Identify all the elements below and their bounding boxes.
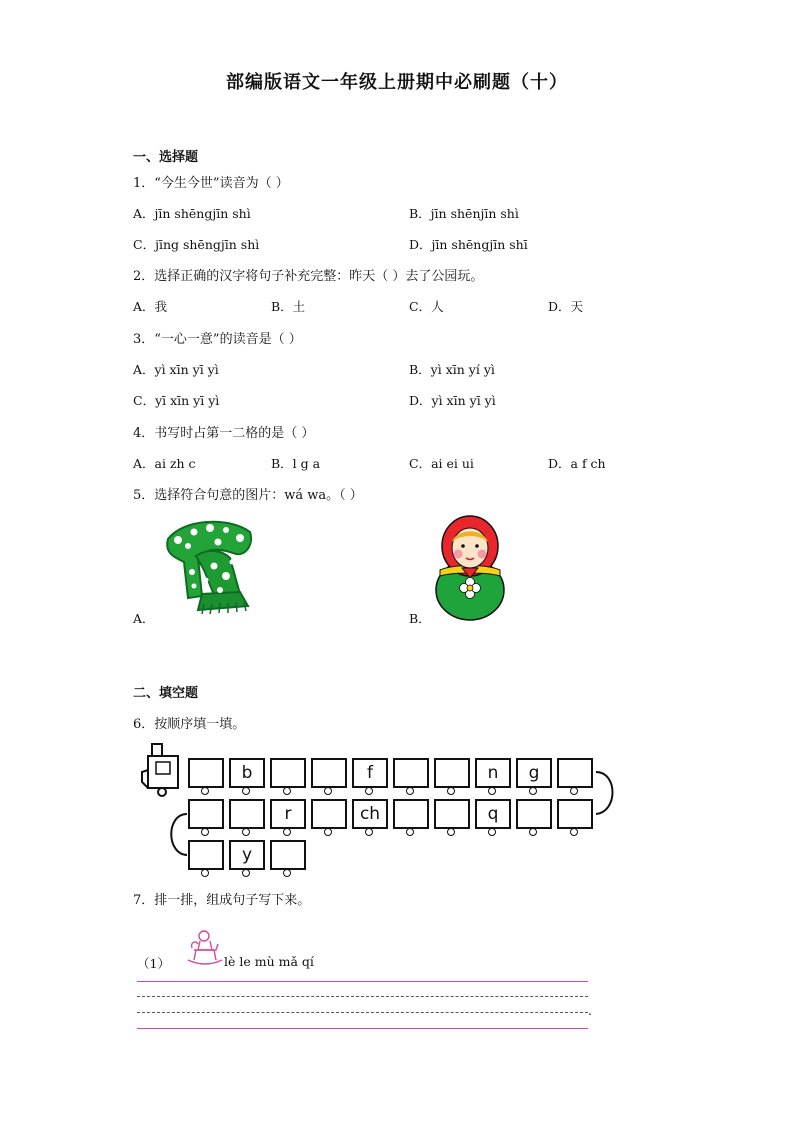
train-car[interactable] xyxy=(516,799,550,835)
train-car-letter xyxy=(393,799,429,829)
q5-option-b[interactable]: B． xyxy=(409,611,431,626)
question-5-stem: 5．选择符合句意的图片：wá wa。（ ） xyxy=(133,488,363,503)
question-6-stem: 6．按顺序填一填。 xyxy=(133,717,246,732)
q7-pinyin-words: lè le mù mǎ qí xyxy=(224,954,314,969)
train-car-letter: b xyxy=(229,758,265,788)
train-car xyxy=(270,799,304,835)
train-car[interactable] xyxy=(434,758,468,794)
train-car-letter xyxy=(434,799,470,829)
q4-option-d[interactable]: D．a f ch xyxy=(548,456,606,471)
train-car[interactable] xyxy=(188,840,222,876)
q4-option-b[interactable]: B．l g a xyxy=(271,456,321,471)
q2-option-c[interactable]: C．人 xyxy=(409,299,444,314)
q1-option-b[interactable]: B．jīn shēnjīn shì xyxy=(409,206,519,221)
train-car-letter xyxy=(188,840,224,870)
train-car xyxy=(475,758,509,794)
train-car-letter xyxy=(270,840,306,870)
train-car xyxy=(229,758,263,794)
train-car-letter xyxy=(557,758,593,788)
question-1-stem: 1．“今生今世”读音为（ ） xyxy=(133,176,289,191)
train-car[interactable] xyxy=(557,799,591,835)
train-car-letter: y xyxy=(229,840,265,870)
train-car[interactable] xyxy=(393,799,427,835)
question-2-stem: 2．选择正确的汉字将句子补充完整：昨天（ ）去了公园玩。 xyxy=(133,269,484,284)
train-car-letter: ch xyxy=(352,799,388,829)
train-car xyxy=(475,799,509,835)
q1-option-c[interactable]: C．jīng shēngjīn shì xyxy=(133,237,260,252)
train-car[interactable] xyxy=(188,799,222,835)
q1-option-a[interactable]: A．jīn shēngjīn shì xyxy=(133,206,251,221)
matryoshka-doll-picture[interactable] xyxy=(434,514,506,622)
train-car-letter: f xyxy=(352,758,388,788)
train-car-letter xyxy=(188,799,224,829)
train-car xyxy=(516,758,550,794)
q2-option-b[interactable]: B．土 xyxy=(271,299,306,314)
train-car-letter: r xyxy=(270,799,306,829)
scarf-picture[interactable] xyxy=(158,514,258,616)
q1-option-d[interactable]: D．jīn shēngjīn shī xyxy=(409,237,528,252)
q3-option-a[interactable]: A．yì xīn yī yì xyxy=(133,362,219,377)
train-car[interactable] xyxy=(311,758,345,794)
train-car-letter xyxy=(188,758,224,788)
writing-line-top[interactable] xyxy=(137,981,588,982)
train-car[interactable] xyxy=(393,758,427,794)
question-7-stem: 7．排一排，组成句子写下来。 xyxy=(133,893,311,908)
train-car-letter xyxy=(311,799,347,829)
writing-line-bottom[interactable] xyxy=(137,1028,588,1029)
q3-option-d[interactable]: D．yì xīn yī yì xyxy=(409,393,496,408)
train-car-letter xyxy=(434,758,470,788)
train-car-letter: q xyxy=(475,799,511,829)
train-car-letter xyxy=(393,758,429,788)
train-car-letter: n xyxy=(475,758,511,788)
q5-option-a[interactable]: A． xyxy=(133,611,155,626)
question-3-stem: 3．“一心一意”的读音是（ ） xyxy=(133,332,302,347)
train-car[interactable] xyxy=(229,799,263,835)
train-car-letter: g xyxy=(516,758,552,788)
train-car xyxy=(229,840,263,876)
train-car[interactable] xyxy=(270,840,304,876)
train-car[interactable] xyxy=(557,758,591,794)
section-heading-fill: 二、填空题 xyxy=(133,686,199,701)
section-heading-choice: 一、选择题 xyxy=(133,150,199,165)
train-car-letter xyxy=(516,799,552,829)
train-car-letter xyxy=(270,758,306,788)
q2-option-d[interactable]: D．天 xyxy=(548,299,584,314)
q3-option-b[interactable]: B．yì xīn yí yì xyxy=(409,362,495,377)
locomotive-icon xyxy=(142,744,178,796)
train-car[interactable] xyxy=(188,758,222,794)
alphabet-train xyxy=(138,742,618,876)
q3-option-c[interactable]: C．yī xīn yī yì xyxy=(133,393,220,408)
q7-item-label: （1） xyxy=(137,956,170,971)
train-car[interactable] xyxy=(434,799,468,835)
train-car-letter xyxy=(557,799,593,829)
train-car-letter xyxy=(229,799,265,829)
train-car xyxy=(352,758,386,794)
train-car[interactable] xyxy=(270,758,304,794)
rocking-horse-icon xyxy=(186,928,224,968)
q4-option-c[interactable]: C．ai ei ui xyxy=(409,456,474,471)
writing-line-period: . xyxy=(588,1003,592,1018)
page-title: 部编版语文一年级上册期中必刷题（十） xyxy=(226,72,568,93)
train-car-letter xyxy=(311,758,347,788)
train-car[interactable] xyxy=(311,799,345,835)
q4-option-a[interactable]: A．ai zh c xyxy=(133,456,196,471)
writing-line-guide-1 xyxy=(137,996,588,997)
train-car xyxy=(352,799,386,835)
question-4-stem: 4．书写时占第一二格的是（ ） xyxy=(133,426,315,441)
q2-option-a[interactable]: A．我 xyxy=(133,299,168,314)
writing-line-guide-2 xyxy=(137,1012,588,1013)
